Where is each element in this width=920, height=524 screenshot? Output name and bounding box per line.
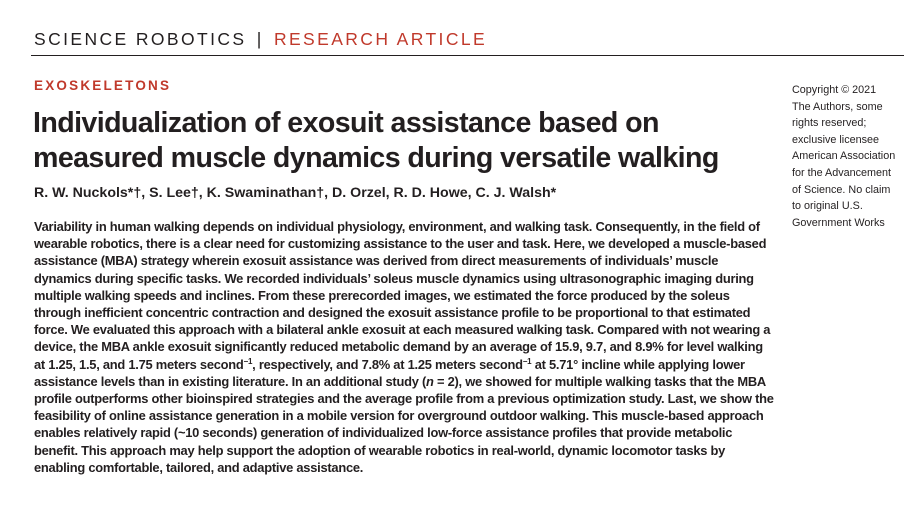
copyright-line: Copyright © 2021 <box>792 84 877 96</box>
copyright-line: for the Advancement <box>792 166 892 179</box>
copyright-line: rights reserved; <box>792 117 867 130</box>
author-list: R. W. Nuckols*†, S. Lee†, K. Swaminathan†, D. Orzel, R. D. Howe, C. J. Walsh* <box>34 185 557 201</box>
copyright-notice <box>792 82 910 231</box>
copyright-line: The Authors, some <box>792 100 883 113</box>
abstract-text: at 5.71° incline while applying lower assistance levels than in existing literature. In an additional study ( <box>34 356 745 389</box>
copyright-line: of Science. No claim <box>792 183 891 196</box>
unit-exponent: −1 <box>243 356 253 366</box>
journal-name: SCIENCE ROBOTICS <box>34 29 247 49</box>
header-divider <box>31 55 904 56</box>
copyright-line: Government Works <box>792 216 885 229</box>
unit-exponent: −1 <box>522 356 532 366</box>
abstract-text: = 2), we showed for multiple walking tasks that the MBA profile outperforms other bioinspired strategies and the average profile from a previous optimization study. Last, we show the feasibility of online assistance generation in a mobile version for overground outdoor walking. This muscle-based approach enables relatively rapid (~10 seconds) generation of individualized low-force assistance profiles that provide metabolic benefit. This approach may help support the adoption of wearable robotics in real-world, dynamic locomotor tasks by enabling comfortable, tailored, and adaptive assistance. <box>34 373 774 475</box>
copyright-line: to original U.S. <box>792 200 863 213</box>
abstract-text: Variability in human walking depends on individual physiology, environment, and walking task. Consequently, in the field of wearable robotics, there is a clear need for customizing assistance to the user and task. Here, we developed a muscle-based assistance (MBA) strategy wherein exosuit assistance was derived from direct measurements of individuals’ muscle dynamics during specific tasks. We recorded individuals’ soleus muscle dynamics using ultrasonographic imaging during multiple walking speeds and inclines. From these prerecorded images, we estimated the force produced by the soleus through inefficient concentric contraction and designed the exosuit assistance profile to be proportional to that estimated force. We evaluated this approach with a bilateral ankle exosuit at each measured walking task. Compared with not wearing a device, the MBA ankle exosuit significantly reduced metabolic demand by an average of 15.9, 9.7, and 8.9% for level walking at 1.25, 1.5, and 1.75 meters second <box>34 219 771 372</box>
header-separator: | <box>256 29 264 49</box>
journal-header <box>34 29 487 50</box>
section-label: EXOSKELETONS <box>34 78 172 93</box>
article-title: Individualization of exosuit assistance based on measured muscle dynamics during versatile walking <box>33 107 719 174</box>
abstract-text: , respectively, and 7.8% at 1.25 meters second <box>252 356 523 372</box>
abstract <box>34 218 774 476</box>
copyright-line: American Association <box>792 150 896 163</box>
copyright-line: exclusive licensee <box>792 133 880 146</box>
sample-size-variable: n <box>426 373 434 389</box>
article-type: RESEARCH ARTICLE <box>273 29 488 49</box>
